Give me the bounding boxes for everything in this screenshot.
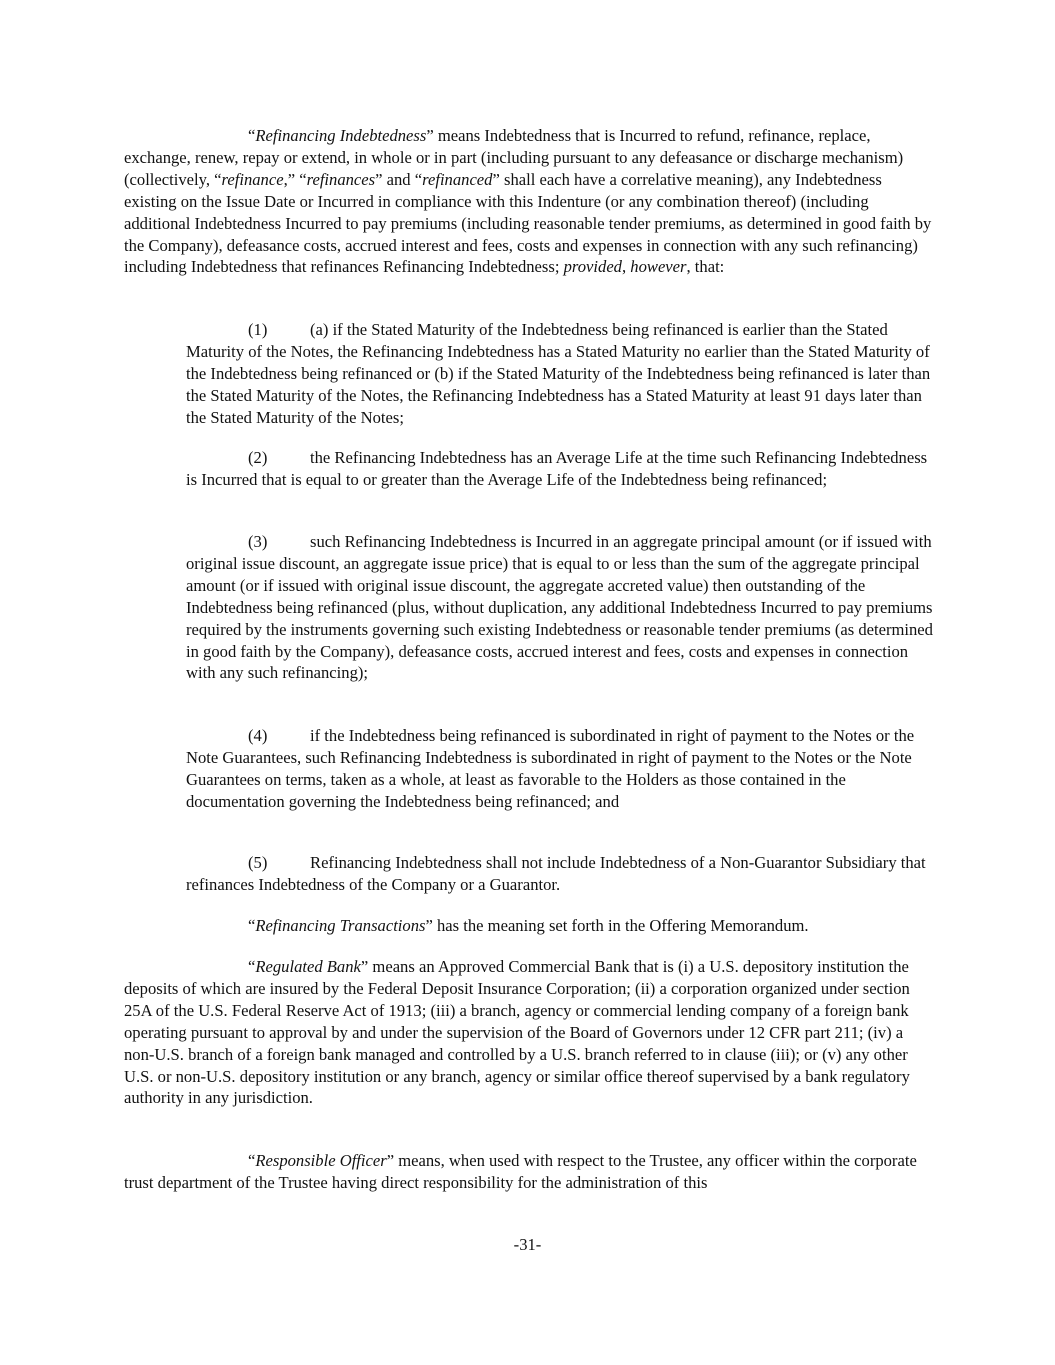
clause-number: (2) xyxy=(248,448,268,467)
clause-2 xyxy=(186,447,938,491)
clause-text: such Refinancing Indebtedness is Incurred in an aggregate principal amount (or if issued with original issue discount, an aggregate issue price) that is equal to or less than the sum of the aggregate principal amount (or if issued with original issue discount, the aggregate accreted value) then outstanding of the Indebtedness being refinanced (plus, without duplication, any additional Indebtedness Incurred to pay premiums required by the instruments governing such existing Indebtedness or reasonable tender premiums (as determined in good faith by the Company), defeasance costs, accrued interest and fees, costs and expenses in connection with any such refinancing); xyxy=(186,532,933,683)
clause-text: if the Indebtedness being refinanced is subordinated in right of payment to the Notes or the Note Guarantees, such Refinancing Indebtedness is subordinated in right of payment to the Notes or the Note Guarantees on terms, taken as a whole, at least as favorable to the Holders as those contained in the documentation governing the Indebtedness being refinanced; and xyxy=(186,726,915,811)
clause-text: the Refinancing Indebtedness has an Average Life at the time such Refinancing Indebtedness is Incurred that is equal to or greater than the Average Life of the Indebtedness being refinanced; xyxy=(186,448,928,489)
clause-number: (3) xyxy=(248,532,268,551)
page-number: -31- xyxy=(513,1235,542,1254)
defined-term-refinanced: refinanced xyxy=(422,169,493,189)
defined-term-refinance: refinance xyxy=(221,169,284,189)
clause-text: (a) if the Stated Maturity of the Indebtedness being refinanced is earlier than the Stated Maturity of the Notes, the Refinancing Indebtedness has a Stated Maturity no earlier than the Stated Maturity of the Indebtedness being refinanced or (b) if the Stated Maturity of the Indebtedness being refinanced is later than the Stated Maturity of the Notes, the Refinancing Indebtedness has a Stated Maturity at least 91 days later than the Stated Maturity of the Notes; xyxy=(186,320,931,427)
defined-term: Responsible Officer xyxy=(255,1151,387,1170)
clause-number: (4) xyxy=(248,726,268,745)
clause-number: (5) xyxy=(248,853,268,872)
definition-regulated-bank: “Regulated Bank” means an Approved Commercial Bank that is (i) a U.S. depository institution the deposits of which are insured by the Federal Deposit Insurance Corporation; (ii) a corporation organized under section 25A of the U.S. Federal Reserve Act of 1913; (iii) a branch, agency or commercial lending company of a foreign bank operating pursuant to approval by and under the supervision of the Board of Governors under 12 CFR part 211; (iv) a non-U.S. branch of a foreign bank managed and controlled by a U.S. branch referred to in clause (iii); or (v) any other U.S. or non-U.S. depository institution or any branch, agency or similar office thereof supervised by a bank regulatory authority in any jurisdiction. xyxy=(124,957,910,1108)
definition-responsible-officer: “Responsible Officer” means, when used with respect to the Trustee, any officer within the corporate trust department of the Trustee having direct responsibility for the administration of this xyxy=(124,1151,917,1192)
provided-word: provided xyxy=(563,257,622,277)
clause-text: Refinancing Indebtedness shall not include Indebtedness of a Non-Guarantor Subsidiary that refinances Indebtedness of the Company or a Guarantor. xyxy=(186,853,926,894)
clause-4 xyxy=(186,725,938,813)
defined-term: Refinancing Indebtedness xyxy=(255,126,427,145)
defined-term: Regulated Bank xyxy=(255,957,361,976)
however-word: however xyxy=(630,257,687,277)
definition-refinancing-indebtedness: “Refinancing Indebtedness” means Indebtedness that is Incurred to refund, refinance, replace, exchange, renew, repay or extend, in whole or in part (including pursuant to any defeasance or discharge mechanism) (collectively, “refinance,” “refinances” and “refinanced” shall each have a correlative meaning), any Indebtedness existing on the Issue Date or Incurred in compliance with this Indenture (or any combination thereof) (including additional Indebtedness Incurred to pay premiums (including reasonable tender premiums, as determined in good faith by the Company), defeasance costs, accrued interest and fees, costs and expenses in connection with any such refinancing) including Indebtedness that refinances Refinancing Indebtedness; provided, however, that: xyxy=(124,126,932,277)
clause-5 xyxy=(186,852,938,896)
clause-number: (1) xyxy=(248,320,268,339)
defined-term: Refinancing Transactions xyxy=(255,916,426,935)
definition-refinancing-transactions: “Refinancing Transactions” has the meaning set forth in the Offering Memorandum. xyxy=(248,916,809,935)
defined-term-refinances: refinances xyxy=(306,169,376,189)
clause-1 xyxy=(186,319,938,429)
clause-3 xyxy=(186,531,938,684)
